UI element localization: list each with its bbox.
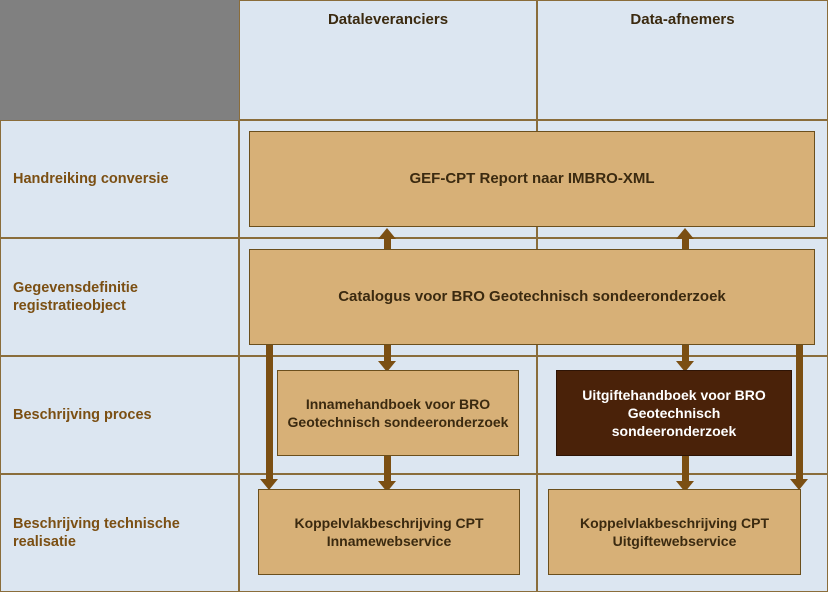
row-header-label: Handreiking conversie [13,170,169,187]
box-catalogus[interactable] [249,249,815,345]
box-koppelvlak-uitgiftewebservice[interactable] [548,489,801,575]
column-header-dataleveranciers [239,0,537,120]
grid-corner-cell [0,0,239,120]
row-header-label: Gegevensdefinitie registratieobject [13,279,138,314]
row-header-gegevensdefinitie-registratieobject [0,238,239,356]
box-label: Innamehandboek voor BRO Geotechnisch sondeeronderzoek [287,395,509,430]
box-label: Catalogus voor BRO Geotechnisch sondeeronderzoek [338,288,726,306]
arrow-uitgiftehandboek-to-koppelvlak-uitgifte [676,450,694,492]
column-header-label: Data-afnemers [630,11,735,28]
row-header-label: Beschrijving proces [13,406,152,423]
row-header-beschrijving-technische-realisatie [0,474,239,592]
box-label: Uitgiftehandboek voor BRO Geotechnisch sondeeronderzoek [582,386,766,440]
row-header-handreiking-conversie [0,120,239,238]
arrow-innamehandboek-to-koppelvlak-inname [378,450,396,492]
box-gef-cpt-report[interactable] [249,131,815,227]
box-koppelvlak-innamewebservice[interactable] [258,489,520,575]
box-label: Koppelvlakbeschrijving CPT Uitgiftewebservice [579,514,770,549]
box-uitgiftehandboek[interactable] [556,370,792,456]
box-label: Koppelvlakbeschrijving CPT Innamewebservice [294,514,484,549]
column-header-data-afnemers [537,0,828,120]
column-header-label: Dataleveranciers [327,11,449,28]
box-label: GEF-CPT Report naar IMBRO-XML [409,170,655,188]
row-header-label: Beschrijving technische realisatie [13,515,180,550]
row-header-beschrijving-proces [0,356,239,474]
box-innamehandboek[interactable] [277,370,519,456]
